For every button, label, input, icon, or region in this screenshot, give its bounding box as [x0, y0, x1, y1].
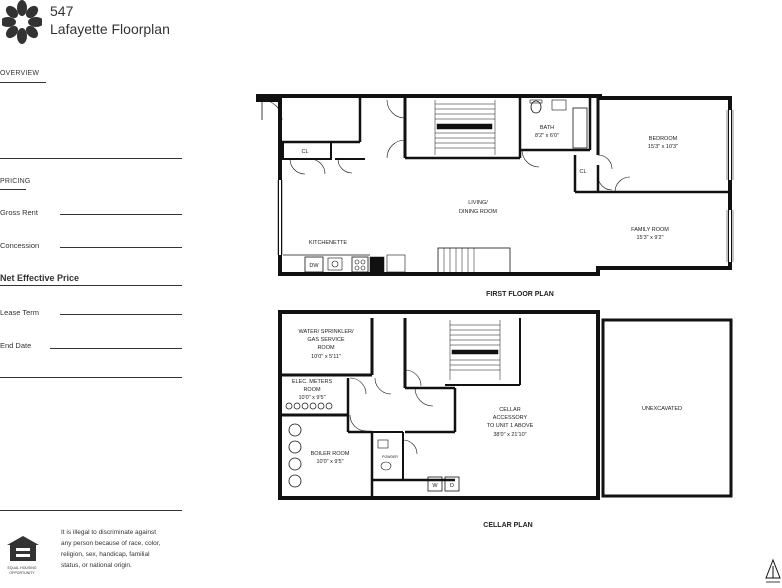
closet-label: CL: [579, 169, 587, 175]
lease-term-label: Lease Term: [0, 308, 40, 317]
boiler-room-dim: 10'0" x 9'5": [316, 459, 344, 465]
elec-room-label-2: ROOM: [303, 387, 321, 393]
cellar-label-3: TO UNIT 1 ABOVE: [486, 423, 534, 429]
bath-dim: 8'2" x 6'0": [534, 133, 560, 139]
bedroom-label: BEDROOM: [648, 136, 678, 142]
elec-room-dim: 10'0" x 9'5": [298, 395, 326, 401]
equal-housing-text: EQUAL HOUSING OPPORTUNITY: [7, 566, 37, 575]
gross-rent-label: Gross Rent: [0, 208, 38, 217]
bath-label: BATH: [539, 125, 555, 131]
first-floor-plan: [258, 96, 733, 274]
elec-room-label-1: ELEC. METERS: [291, 379, 333, 385]
cellar-plan: [280, 312, 731, 498]
water-room-dim: 10'0" x 5'11": [311, 354, 341, 360]
washer-label: W: [432, 483, 438, 489]
family-room-label: FAMILY ROOM: [631, 227, 669, 233]
cellar-caption: CELLAR PLAN: [483, 522, 533, 529]
first-floor-caption: FIRST FLOOR PLAN: [486, 291, 554, 298]
overview-heading: OVERVIEW: [0, 70, 40, 77]
concession-label: Concession: [0, 241, 40, 250]
bedroom-dim: 15'3" x 10'3": [647, 144, 679, 150]
cellar-label-1: CELLAR: [499, 407, 521, 413]
water-room-label-1: WATER/ SPRINKLER/: [298, 329, 354, 335]
pricing-heading: PRICING: [0, 178, 31, 185]
end-date-label: End Date: [0, 341, 32, 350]
closet-label: CL: [301, 149, 309, 155]
net-effective-label: Net Effective Price: [0, 273, 80, 283]
water-room-label-3: ROOM: [317, 345, 335, 351]
boiler-room-label: BOILER ROOM: [310, 451, 350, 457]
cellar-dim: 38'0" x 21'10": [493, 432, 527, 438]
cellar-label-2: ACCESSORY: [492, 415, 528, 421]
water-room-label-2: GAS SERVICE: [307, 337, 345, 343]
dishwasher-label: DW: [309, 263, 319, 269]
north-arrow-icon: [766, 560, 780, 578]
unexcavated-label: UNEXCAVATED: [641, 406, 683, 412]
powder-label: POWDER: [382, 455, 398, 459]
address: 547: [50, 3, 74, 19]
family-room-dim: 15'3" x 9'2": [636, 235, 664, 241]
page-title: Lafayette Floorplan: [50, 21, 170, 37]
living-label-1: LIVING/: [468, 200, 488, 206]
living-label-2: DINING ROOM: [459, 209, 497, 215]
disclaimer: It is illegal to discriminate against any person because of race, color, religion, sex, handicap, familial status, or national origin.: [61, 529, 161, 569]
kitchenette-label: KITCHENETTE: [308, 240, 348, 246]
dryer-label: D: [450, 483, 454, 489]
